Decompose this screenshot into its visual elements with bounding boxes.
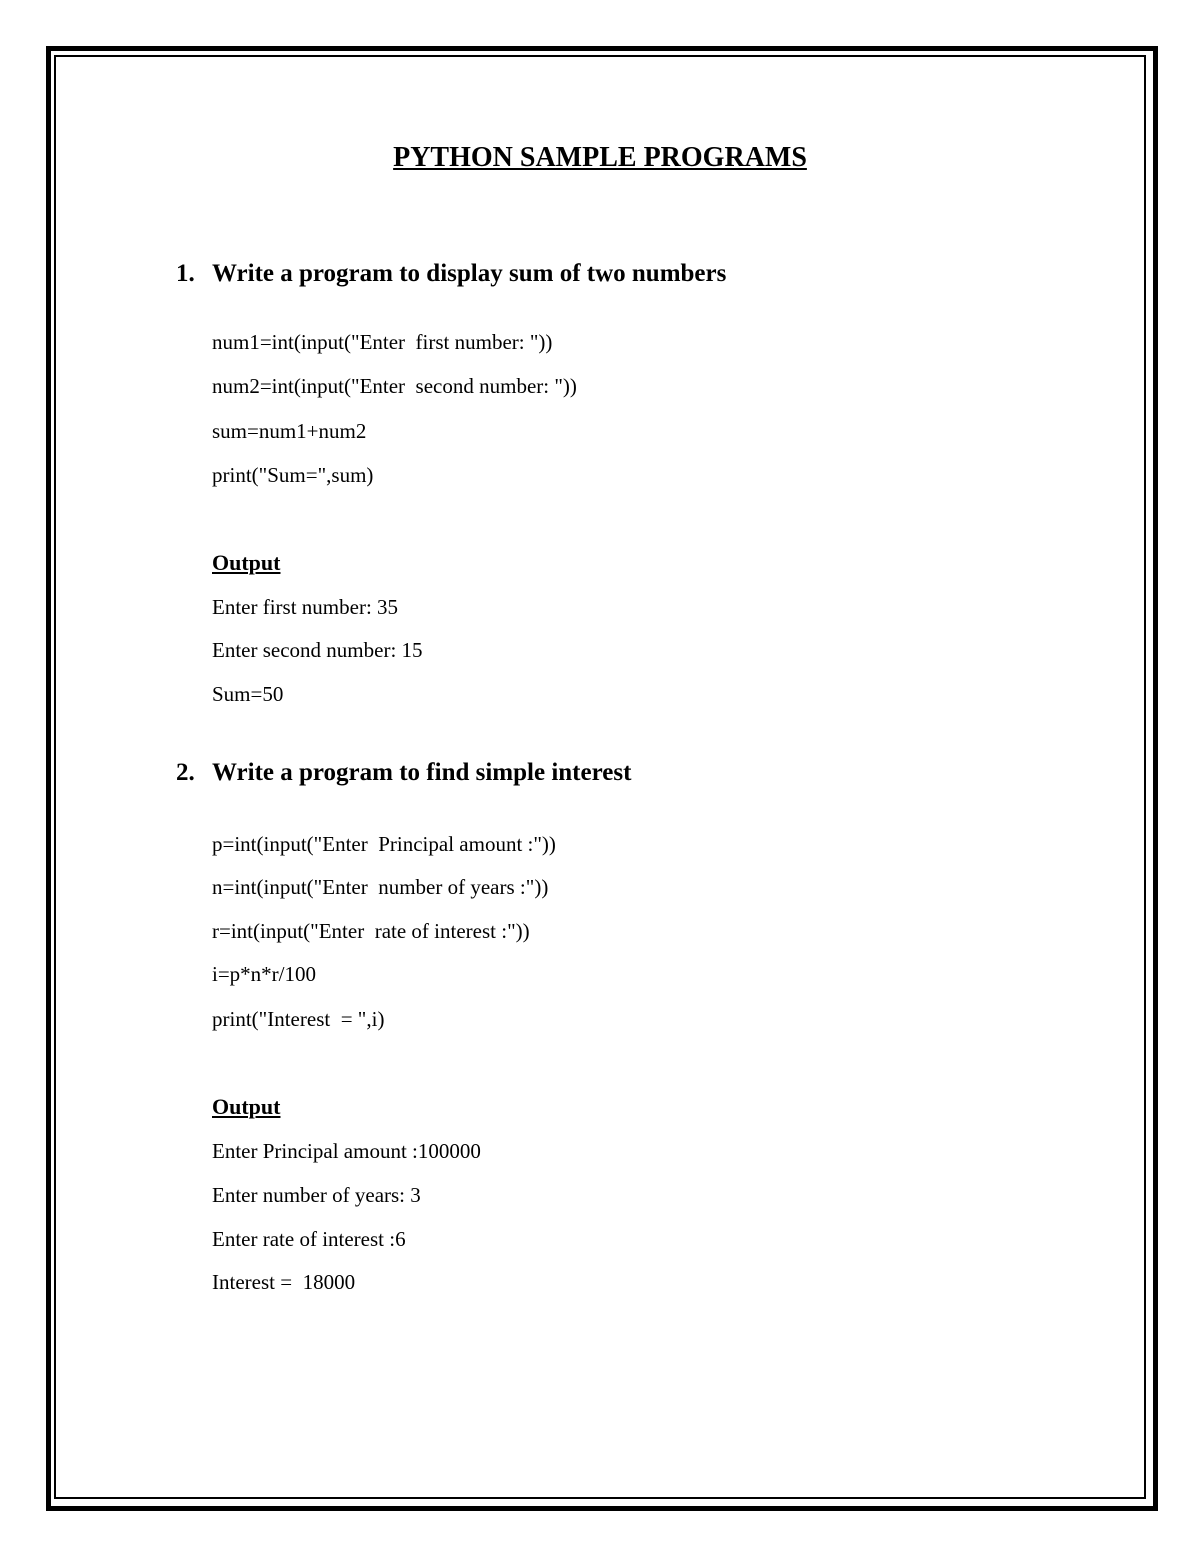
program-1-heading-text: Write a program to display sum of two numbers <box>212 260 727 287</box>
program-2-heading-text: Write a program to find simple interest <box>212 759 632 786</box>
program-2-code-line-5: print("Interest = ",i) <box>212 1007 385 1031</box>
program-1-code-line-1: num1=int(input("Enter first number: ")) <box>212 330 553 354</box>
program-2-output-label: Output <box>212 1094 281 1119</box>
program-2-heading <box>176 759 631 787</box>
program-2-output-line-3: Enter rate of interest :6 <box>212 1227 406 1251</box>
program-2-output-line-1: Enter Principal amount :100000 <box>212 1139 481 1163</box>
program-2-code-line-3: r=int(input("Enter rate of interest :")) <box>212 919 530 943</box>
program-2-number: 2. <box>176 759 195 786</box>
program-2-code-line-4: i=p*n*r/100 <box>212 962 317 986</box>
program-2-output-line-2: Enter number of years: 3 <box>212 1183 421 1207</box>
program-1-output-line-1: Enter first number: 35 <box>212 595 399 619</box>
program-1-code-line-4: print("Sum=",sum) <box>212 463 374 487</box>
program-1-code-line-3: sum=num1+num2 <box>212 419 367 443</box>
program-1-output-label: Output <box>212 550 281 575</box>
program-1-output-line-2: Enter second number: 15 <box>212 638 423 662</box>
program-1-number: 1. <box>176 260 195 287</box>
program-1-code-line-2: num2=int(input("Enter second number: ")) <box>212 374 577 398</box>
program-1-output-line-3: Sum=50 <box>212 682 284 706</box>
program-2-output-line-4: Interest = 18000 <box>212 1270 356 1294</box>
page-title: PYTHON SAMPLE PROGRAMS <box>393 142 807 173</box>
program-2-code-line-1: p=int(input("Enter Principal amount :")) <box>212 832 556 856</box>
program-1-heading <box>176 260 726 288</box>
program-2-code-line-2: n=int(input("Enter number of years :")) <box>212 875 549 899</box>
